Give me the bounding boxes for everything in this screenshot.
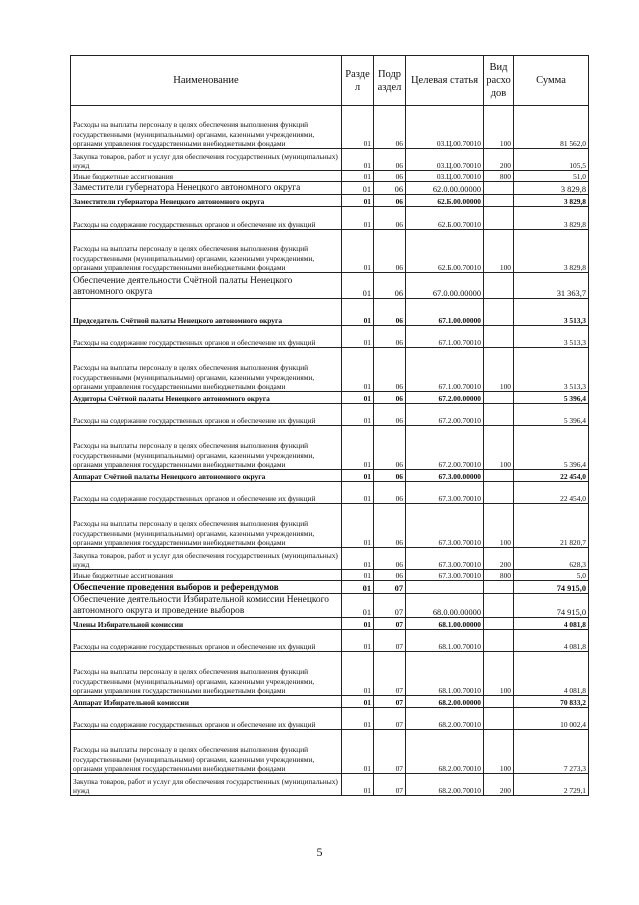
- table-row: [71, 570, 589, 581]
- cell-name: Обеспечение деятельности Избирательной комиссии Ненецкого автономного округа и проведение выборов: [71, 594, 342, 618]
- table-row: [71, 404, 589, 426]
- table-row: [71, 182, 589, 195]
- cell-summa: 5,0: [514, 570, 589, 581]
- cell-podrazdel: 06: [374, 195, 406, 207]
- cell-summa: 3 513,3: [514, 348, 589, 392]
- cell-podrazdel: 06: [374, 504, 406, 548]
- cell-tselevaya: 67.1.00.00000: [406, 299, 484, 326]
- cell-name: Заместители губернатора Ненецкого автономного округа: [71, 182, 342, 195]
- cell-vid: [484, 482, 514, 504]
- table-row: [71, 171, 589, 182]
- cell-tselevaya: 67.1.00.70010: [406, 326, 484, 348]
- cell-razdel: 01: [342, 426, 374, 470]
- cell-name: Председатель Счётной палаты Ненецкого автономного округа: [71, 299, 342, 326]
- cell-razdel: 01: [342, 404, 374, 426]
- cell-tselevaya: 62.Б.00.70010: [406, 230, 484, 273]
- cell-razdel: 01: [342, 730, 374, 774]
- cell-tselevaya: 03.Ц.00.70010: [406, 149, 484, 171]
- cell-podrazdel: 07: [374, 630, 406, 652]
- cell-tselevaya: 67.3.00.70010: [406, 570, 484, 581]
- cell-vid: [484, 299, 514, 326]
- cell-name: Расходы на содержание государственных органов и обеспечение их функций: [71, 326, 342, 348]
- cell-vid: [484, 392, 514, 404]
- table-row: [71, 482, 589, 504]
- header-vid: Вид расхо дов: [484, 56, 514, 106]
- cell-podrazdel: 06: [374, 348, 406, 392]
- cell-tselevaya: 67.1.00.70010: [406, 348, 484, 392]
- cell-summa: 105,5: [514, 149, 589, 171]
- cell-name: Обеспечение деятельности Счётной палаты Ненецкого автономного округа: [71, 273, 342, 299]
- cell-tselevaya: 68.2.00.70010: [406, 774, 484, 796]
- table-row: [71, 581, 589, 594]
- cell-razdel: 01: [342, 182, 374, 195]
- table-row: [71, 470, 589, 482]
- cell-name: Расходы на выплаты персоналу в целях обеспечения выполнения функций государственными (муниципальными) органами, казенными учреждениями, органами управления государственными внебюджетными фондами: [71, 504, 342, 548]
- cell-name: Закупка товаров, работ и услуг для обеспечения государственных (муниципальных) нужд: [71, 548, 342, 570]
- table-row: [71, 149, 589, 171]
- cell-podrazdel: 07: [374, 774, 406, 796]
- cell-podrazdel: 07: [374, 652, 406, 696]
- cell-vid: 800: [484, 570, 514, 581]
- cell-summa: 2 729,1: [514, 774, 589, 796]
- cell-razdel: 01: [342, 504, 374, 548]
- cell-name: Расходы на содержание государственных органов и обеспечение их функций: [71, 207, 342, 230]
- table-row: [71, 730, 589, 774]
- cell-summa: 81 562,0: [514, 106, 589, 149]
- cell-tselevaya: 67.3.00.70010: [406, 482, 484, 504]
- header-name: Наименование: [71, 56, 342, 106]
- cell-podrazdel: 06: [374, 207, 406, 230]
- cell-tselevaya: 68.2.00.70010: [406, 730, 484, 774]
- cell-podrazdel: 07: [374, 730, 406, 774]
- cell-summa: 5 396,4: [514, 426, 589, 470]
- cell-summa: 51,0: [514, 171, 589, 182]
- cell-name: Расходы на содержание государственных органов и обеспечение их функций: [71, 404, 342, 426]
- header-tselevaya: Целевая статья: [406, 56, 484, 106]
- table-row: [71, 548, 589, 570]
- cell-summa: 4 081,8: [514, 652, 589, 696]
- table-row: [71, 504, 589, 548]
- cell-name: Аппарат Счётной палаты Ненецкого автономного округа: [71, 470, 342, 482]
- table-row: [71, 426, 589, 470]
- cell-tselevaya: 68.2.00.00000: [406, 696, 484, 708]
- cell-tselevaya: 03.Ц.00.70010: [406, 171, 484, 182]
- cell-name: Аудиторы Счётной палаты Ненецкого автономного округа: [71, 392, 342, 404]
- cell-vid: [484, 195, 514, 207]
- cell-name: Расходы на выплаты персоналу в целях обеспечения выполнения функций государственными (муниципальными) органами, казенными учреждениями, органами управления государственными внебюджетными фондами: [71, 426, 342, 470]
- cell-summa: 74 915,0: [514, 594, 589, 618]
- cell-name: Иные бюджетные ассигнования: [71, 570, 342, 581]
- cell-razdel: 01: [342, 708, 374, 730]
- cell-summa: 10 002,4: [514, 708, 589, 730]
- cell-vid: [484, 273, 514, 299]
- cell-podrazdel: 06: [374, 570, 406, 581]
- cell-razdel: 01: [342, 630, 374, 652]
- cell-summa: 3 513,3: [514, 299, 589, 326]
- cell-razdel: 01: [342, 482, 374, 504]
- cell-vid: [484, 594, 514, 618]
- cell-vid: [484, 696, 514, 708]
- cell-razdel: 01: [342, 774, 374, 796]
- cell-name: Расходы на выплаты персоналу в целях обеспечения выполнения функций государственными (муниципальными) органами, казенными учреждениями, органами управления государственными внебюджетными фондами: [71, 652, 342, 696]
- cell-vid: [484, 470, 514, 482]
- header-summa: Сумма: [514, 56, 589, 106]
- cell-summa: 21 820,7: [514, 504, 589, 548]
- cell-razdel: 01: [342, 548, 374, 570]
- cell-vid: [484, 581, 514, 594]
- cell-vid: 200: [484, 774, 514, 796]
- cell-vid: [484, 708, 514, 730]
- cell-razdel: 01: [342, 348, 374, 392]
- cell-summa: 3 829,8: [514, 195, 589, 207]
- cell-name: Заместители губернатора Ненецкого автономного округа: [71, 195, 342, 207]
- cell-name: Аппарат Избирательной комиссии: [71, 696, 342, 708]
- budget-sheet: [70, 55, 588, 796]
- page-number: 5: [316, 845, 323, 859]
- cell-podrazdel: 07: [374, 618, 406, 630]
- cell-vid: 100: [484, 106, 514, 149]
- cell-vid: [484, 326, 514, 348]
- cell-tselevaya: 67.3.00.70010: [406, 548, 484, 570]
- table-row: [71, 594, 589, 618]
- cell-summa: 628,3: [514, 548, 589, 570]
- table-row: [71, 708, 589, 730]
- cell-razdel: 01: [342, 207, 374, 230]
- cell-name: Расходы на содержание государственных органов и обеспечение их функций: [71, 482, 342, 504]
- cell-name: Члены Избирательной комиссии: [71, 618, 342, 630]
- table-body: [71, 106, 589, 796]
- table-row: [71, 326, 589, 348]
- cell-vid: 100: [484, 426, 514, 470]
- cell-podrazdel: 06: [374, 392, 406, 404]
- table-header: [71, 56, 589, 106]
- table-row: [71, 106, 589, 149]
- cell-tselevaya: 67.3.00.00000: [406, 470, 484, 482]
- cell-razdel: 01: [342, 570, 374, 581]
- cell-summa: 5 396,4: [514, 404, 589, 426]
- cell-razdel: 01: [342, 652, 374, 696]
- cell-podrazdel: 06: [374, 149, 406, 171]
- cell-podrazdel: 06: [374, 171, 406, 182]
- cell-podrazdel: 06: [374, 106, 406, 149]
- table-row: [71, 299, 589, 326]
- cell-summa: 3 513,3: [514, 326, 589, 348]
- cell-name: Обеспечение проведения выборов и референдумов: [71, 581, 342, 594]
- cell-tselevaya: 68.1.00.70010: [406, 630, 484, 652]
- budget-table: [70, 55, 589, 796]
- cell-podrazdel: 07: [374, 708, 406, 730]
- cell-name: Расходы на содержание государственных органов и обеспечение их функций: [71, 708, 342, 730]
- cell-vid: 200: [484, 548, 514, 570]
- cell-vid: 100: [484, 730, 514, 774]
- cell-summa: 5 396,4: [514, 392, 589, 404]
- cell-razdel: 01: [342, 696, 374, 708]
- cell-vid: 100: [484, 652, 514, 696]
- cell-summa: 22 454,0: [514, 470, 589, 482]
- cell-summa: 3 829,8: [514, 230, 589, 273]
- cell-razdel: 01: [342, 618, 374, 630]
- cell-summa: 3 829,8: [514, 207, 589, 230]
- cell-razdel: 01: [342, 171, 374, 182]
- cell-razdel: 01: [342, 149, 374, 171]
- cell-razdel: 01: [342, 581, 374, 594]
- cell-name: Расходы на выплаты персоналу в целях обеспечения выполнения функций государственными (муниципальными) органами, казенными учреждениями, органами управления государственными внебюджетными фондами: [71, 106, 342, 149]
- cell-name: Расходы на содержание государственных органов и обеспечение их функций: [71, 630, 342, 652]
- cell-summa: 4 081,8: [514, 630, 589, 652]
- cell-podrazdel: 07: [374, 594, 406, 618]
- cell-name: Расходы на выплаты персоналу в целях обеспечения выполнения функций государственными (муниципальными) органами, казенными учреждениями, органами управления государственными внебюджетными фондами: [71, 230, 342, 273]
- cell-name: Иные бюджетные ассигнования: [71, 171, 342, 182]
- cell-tselevaya: 68.2.00.70010: [406, 708, 484, 730]
- cell-name: Закупка товаров, работ и услуг для обеспечения государственных (муниципальных) нужд: [71, 149, 342, 171]
- cell-razdel: 01: [342, 299, 374, 326]
- cell-podrazdel: 06: [374, 326, 406, 348]
- cell-razdel: 01: [342, 326, 374, 348]
- cell-summa: 70 833,2: [514, 696, 589, 708]
- cell-podrazdel: 06: [374, 470, 406, 482]
- table-row: [71, 618, 589, 630]
- table-row: [71, 392, 589, 404]
- cell-summa: 22 454,0: [514, 482, 589, 504]
- cell-tselevaya: 67.3.00.70010: [406, 504, 484, 548]
- cell-name: Расходы на выплаты персоналу в целях обеспечения выполнения функций государственными (муниципальными) органами, казенными учреждениями, органами управления государственными внебюджетными фондами: [71, 730, 342, 774]
- cell-razdel: 01: [342, 106, 374, 149]
- cell-vid: [484, 182, 514, 195]
- cell-tselevaya: 68.1.00.00000: [406, 618, 484, 630]
- cell-vid: [484, 630, 514, 652]
- cell-podrazdel: 06: [374, 426, 406, 470]
- cell-tselevaya: 62.Б.00.70010: [406, 207, 484, 230]
- table-row: [71, 348, 589, 392]
- cell-vid: 800: [484, 171, 514, 182]
- table-row: [71, 696, 589, 708]
- cell-razdel: 01: [342, 470, 374, 482]
- cell-tselevaya: 03.Ц.00.70010: [406, 106, 484, 149]
- cell-podrazdel: 06: [374, 548, 406, 570]
- cell-razdel: 01: [342, 230, 374, 273]
- cell-razdel: 01: [342, 594, 374, 618]
- cell-vid: 100: [484, 348, 514, 392]
- cell-tselevaya: 68.1.00.70010: [406, 652, 484, 696]
- cell-vid: 100: [484, 230, 514, 273]
- cell-summa: 7 273,3: [514, 730, 589, 774]
- table-row: [71, 273, 589, 299]
- cell-vid: 100: [484, 504, 514, 548]
- cell-tselevaya: [406, 581, 484, 594]
- cell-podrazdel: 07: [374, 696, 406, 708]
- table-row: [71, 774, 589, 796]
- table-row: [71, 195, 589, 207]
- header-razdel: Разде л: [342, 56, 374, 106]
- cell-tselevaya: 62.Б.00.00000: [406, 195, 484, 207]
- cell-razdel: 01: [342, 392, 374, 404]
- cell-summa: 4 081,8: [514, 618, 589, 630]
- cell-vid: [484, 207, 514, 230]
- cell-podrazdel: 06: [374, 299, 406, 326]
- cell-tselevaya: 67.0.00.00000: [406, 273, 484, 299]
- header-podrazdel: Подр аздел: [374, 56, 406, 106]
- cell-summa: 31 363,7: [514, 273, 589, 299]
- cell-summa: 3 829,8: [514, 182, 589, 195]
- cell-tselevaya: 67.2.00.00000: [406, 392, 484, 404]
- cell-name: Закупка товаров, работ и услуг для обеспечения государственных (муниципальных) нужд: [71, 774, 342, 796]
- table-row: [71, 630, 589, 652]
- table-row: [71, 207, 589, 230]
- cell-tselevaya: 67.2.00.70010: [406, 404, 484, 426]
- cell-name: Расходы на выплаты персоналу в целях обеспечения выполнения функций государственными (муниципальными) органами, казенными учреждениями, органами управления государственными внебюджетными фондами: [71, 348, 342, 392]
- cell-vid: [484, 404, 514, 426]
- cell-podrazdel: 07: [374, 581, 406, 594]
- cell-podrazdel: 06: [374, 482, 406, 504]
- cell-podrazdel: 06: [374, 404, 406, 426]
- table-row: [71, 652, 589, 696]
- cell-summa: 74 915,0: [514, 581, 589, 594]
- table-row: [71, 230, 589, 273]
- cell-tselevaya: 68.0.00.00000: [406, 594, 484, 618]
- cell-razdel: 01: [342, 273, 374, 299]
- cell-tselevaya: 67.2.00.70010: [406, 426, 484, 470]
- cell-vid: 200: [484, 149, 514, 171]
- cell-podrazdel: 06: [374, 182, 406, 195]
- cell-podrazdel: 06: [374, 273, 406, 299]
- cell-podrazdel: 06: [374, 230, 406, 273]
- cell-tselevaya: 62.0.00.00000: [406, 182, 484, 195]
- cell-razdel: 01: [342, 195, 374, 207]
- cell-vid: [484, 618, 514, 630]
